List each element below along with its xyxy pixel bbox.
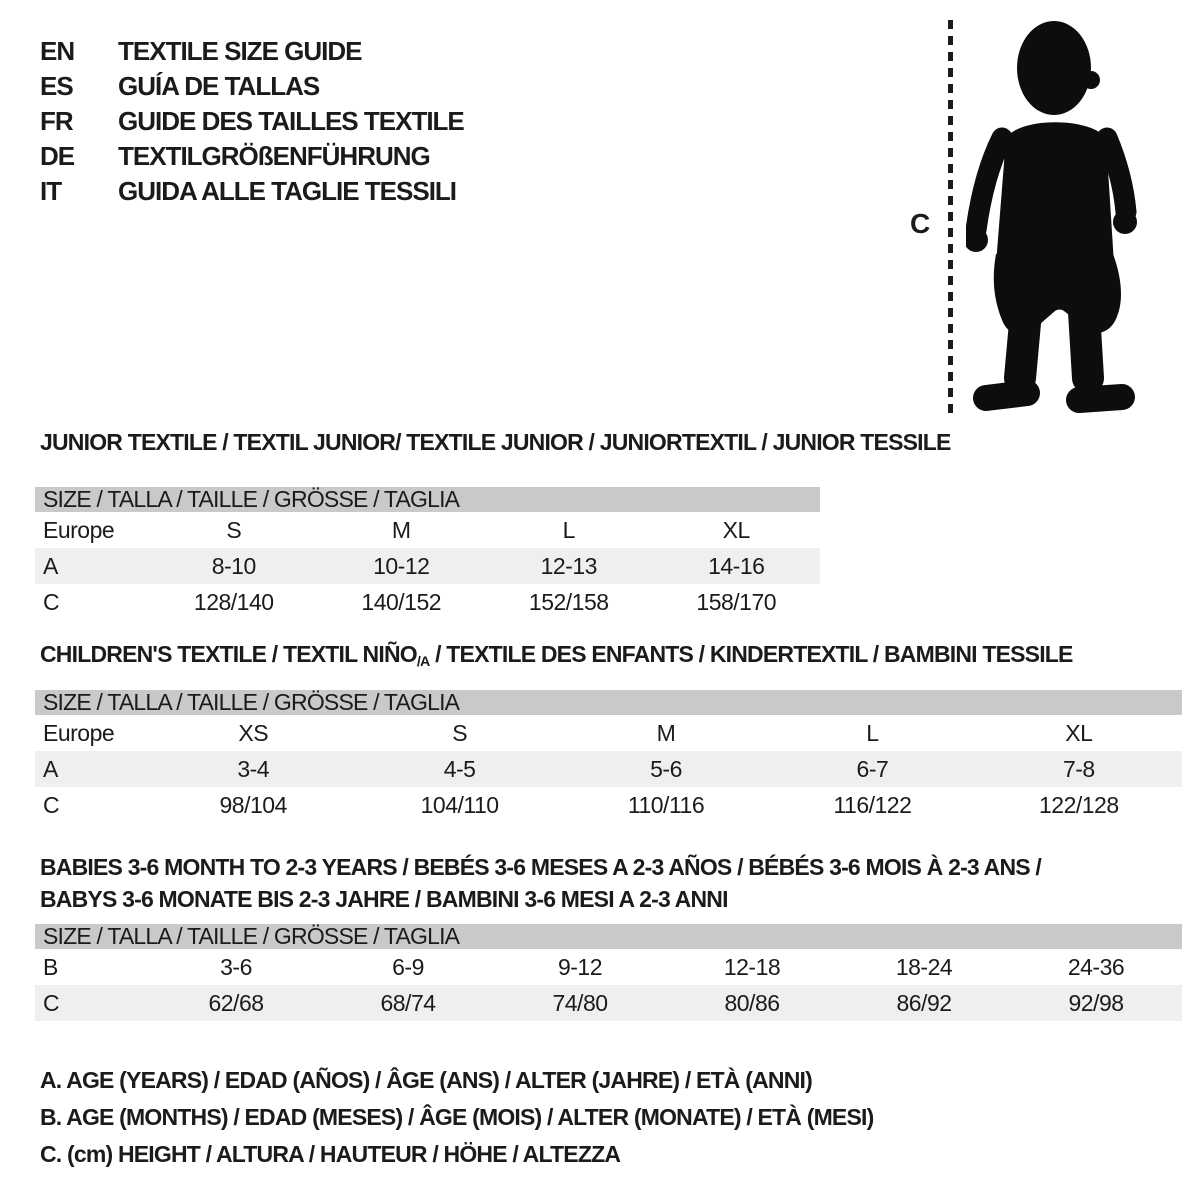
language-row-it bbox=[40, 174, 464, 209]
table-cell: 4-5 bbox=[443, 755, 476, 782]
language-row-en bbox=[40, 34, 464, 69]
row-label: B bbox=[43, 953, 58, 980]
table-cell: 86/92 bbox=[896, 989, 952, 1016]
table-cell: 122/128 bbox=[1039, 791, 1119, 818]
table-cell: 5-6 bbox=[650, 755, 682, 782]
table-cell: XL bbox=[722, 516, 750, 543]
table-cell: L bbox=[562, 516, 575, 543]
language-code: ES bbox=[40, 71, 73, 101]
babies-size-table bbox=[35, 924, 1182, 1021]
language-code: FR bbox=[40, 106, 73, 136]
children-title-prefix: CHILDREN'S TEXTILE / TEXTIL NIÑO bbox=[40, 641, 417, 667]
table-cell: 8-10 bbox=[211, 552, 256, 579]
table-cell: 6-7 bbox=[856, 755, 889, 782]
size-header-bar bbox=[35, 487, 820, 512]
table-cell: 14-16 bbox=[708, 552, 765, 579]
legend-line-age-months: B. AGE (MONTHS) / EDAD (MESES) / ÂGE (MOIS) / ALTER (MONATE) / ETÀ (MESI) bbox=[40, 1104, 874, 1130]
table-row-age-years bbox=[35, 751, 1182, 787]
table-row-height-cm bbox=[35, 584, 820, 620]
legend-line-height: C. (cm) HEIGHT / ALTURA / HAUTEUR / HÖHE / ALTEZZA bbox=[40, 1141, 621, 1167]
size-header-text: SIZE / TALLA / TAILLE / GRÖSSE / TAGLIA bbox=[43, 690, 460, 715]
legend-line-age-years: A. AGE (YEARS) / EDAD (AÑOS) / ÂGE (ANS) / ALTER (JAHRE) / ETÀ (ANNI) bbox=[40, 1067, 812, 1093]
table-cell: 80/86 bbox=[724, 989, 780, 1016]
language-label: TEXTILGRÖßENFÜHRUNG bbox=[118, 141, 430, 171]
table-row-height-cm bbox=[35, 985, 1182, 1021]
table-cell: L bbox=[866, 719, 879, 746]
table-cell: 98/104 bbox=[219, 791, 287, 818]
table-cell: 12-18 bbox=[723, 953, 781, 980]
children-section-title bbox=[40, 641, 1073, 670]
language-label: TEXTILE SIZE GUIDE bbox=[118, 36, 362, 66]
row-label: A bbox=[43, 755, 58, 782]
children-title-suffix: / TEXTILE DES ENFANTS / KINDERTEXTIL / BAMBINI TESSILE bbox=[429, 641, 1073, 667]
table-cell: 3-6 bbox=[220, 953, 252, 980]
table-cell: 140/152 bbox=[361, 588, 442, 615]
table-cell: 74/80 bbox=[552, 989, 608, 1016]
table-cell: XS bbox=[238, 719, 269, 746]
table-row-europe bbox=[35, 715, 1182, 751]
table-row-age-years bbox=[35, 548, 820, 584]
size-header-bar bbox=[35, 924, 1182, 949]
table-row-height-cm bbox=[35, 787, 1182, 823]
language-row-es bbox=[40, 69, 464, 104]
table-cell: 116/122 bbox=[833, 791, 912, 818]
babies-title-line2: BABYS 3-6 MONATE BIS 2-3 JAHRE / BAMBINI 3-6 MESI A 2-3 ANNI bbox=[40, 886, 728, 912]
table-cell: 9-12 bbox=[557, 953, 603, 980]
table-row-age-months bbox=[35, 949, 1182, 985]
language-label: GUIDA ALLE TAGLIE TESSILI bbox=[118, 176, 457, 206]
language-code: EN bbox=[40, 36, 75, 66]
size-header-bar bbox=[35, 690, 1182, 715]
table-cell: 68/74 bbox=[380, 989, 436, 1016]
table-cell: 3-4 bbox=[237, 755, 270, 782]
table-cell: 104/110 bbox=[420, 791, 499, 818]
table-cell: 12-13 bbox=[540, 552, 597, 579]
row-label: C bbox=[43, 989, 60, 1016]
size-header-text: SIZE / TALLA / TAILLE / GRÖSSE / TAGLIA bbox=[43, 487, 460, 512]
table-cell: 128/140 bbox=[193, 588, 274, 615]
table-cell: 7-8 bbox=[1062, 755, 1095, 782]
language-list bbox=[40, 34, 464, 209]
row-label: Europe bbox=[43, 719, 115, 746]
language-label: GUÍA DE TALLAS bbox=[118, 71, 320, 101]
language-code: DE bbox=[40, 141, 75, 171]
table-cell: 18-24 bbox=[895, 953, 953, 980]
toddler-silhouette-graphic bbox=[966, 16, 1142, 416]
table-cell: S bbox=[226, 516, 242, 543]
table-cell: 158/170 bbox=[696, 588, 777, 615]
table-cell: 92/98 bbox=[1068, 989, 1124, 1016]
table-cell: 10-12 bbox=[373, 552, 430, 579]
table-cell: 62/68 bbox=[208, 989, 264, 1016]
language-row-de bbox=[40, 139, 464, 174]
table-cell: M bbox=[391, 516, 411, 543]
table-row-europe bbox=[35, 512, 820, 548]
table-cell: 152/158 bbox=[528, 588, 609, 615]
measure-legend bbox=[40, 1062, 873, 1173]
table-cell: M bbox=[656, 719, 676, 746]
children-title-subscript: /A bbox=[416, 653, 430, 670]
row-label: A bbox=[43, 552, 58, 579]
children-size-table bbox=[35, 690, 1182, 823]
height-measure-label: C bbox=[910, 208, 931, 239]
row-label: C bbox=[43, 588, 60, 615]
table-cell: XL bbox=[1065, 719, 1093, 746]
babies-title-line1: BABIES 3-6 MONTH TO 2-3 YEARS / BEBÉS 3-6 MESES A 2-3 AÑOS / BÉBÉS 3-6 MOIS À 2-3 ANS / bbox=[40, 854, 1042, 880]
table-cell: 6-9 bbox=[392, 953, 424, 980]
language-code: IT bbox=[40, 176, 62, 206]
table-cell: 110/116 bbox=[627, 791, 705, 818]
language-label: GUIDE DES TAILLES TEXTILE bbox=[118, 106, 464, 136]
babies-section-title bbox=[40, 851, 1041, 915]
language-row-fr bbox=[40, 104, 464, 139]
row-label: C bbox=[43, 791, 60, 818]
table-cell: 24-36 bbox=[1067, 953, 1125, 980]
size-header-text: SIZE / TALLA / TAILLE / GRÖSSE / TAGLIA bbox=[43, 924, 460, 949]
junior-size-table bbox=[35, 487, 820, 620]
height-measure-dotted-line bbox=[948, 20, 953, 414]
row-label: Europe bbox=[43, 516, 115, 543]
junior-section-title: JUNIOR TEXTILE / TEXTIL JUNIOR/ TEXTILE JUNIOR / JUNIORTEXTIL / JUNIOR TESSILE bbox=[40, 429, 951, 455]
table-cell: S bbox=[452, 719, 468, 746]
